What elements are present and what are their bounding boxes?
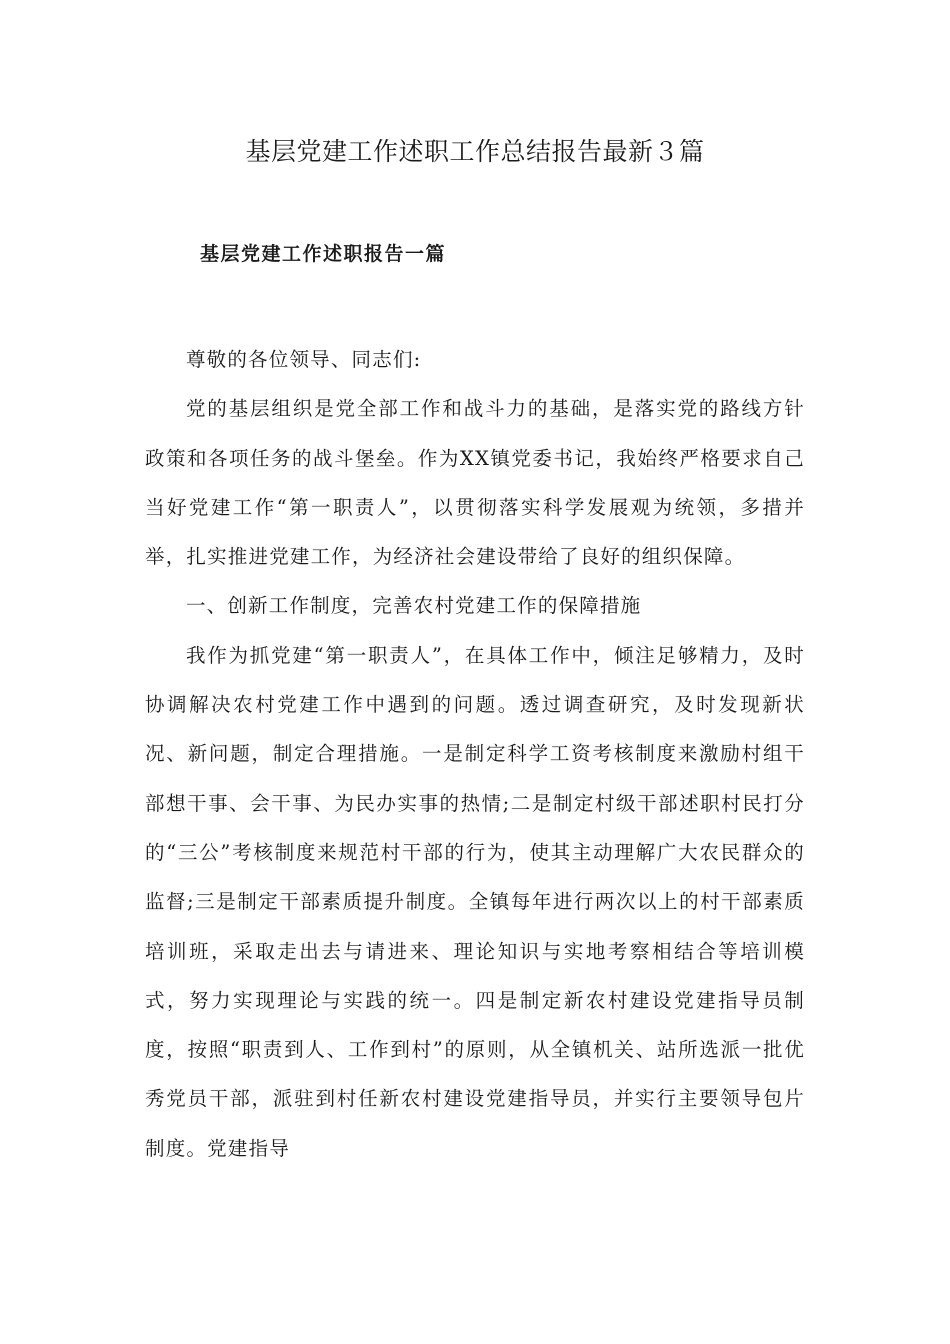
intro-paragraph: 党的基层组织是党全部工作和战斗力的基础，是落实党的路线方针政策和各项任务的战斗堡垒。作为XX镇党委书记，我始终严格要求自己当好党建工作“第一职责人”，以贯彻落实科学发展观为统领，多措并举，扎实推进党建工作，为经济社会建设带给了良好的组织保障。 [145, 397, 805, 569]
section-title: 基层党建工作述职报告一篇 [200, 243, 447, 265]
body-paragraph: 我作为抓党建“第一职责人”，在具体工作中，倾注足够精力，及时协调解决农村党建工作中遇到的问题。透过调查研究，及时发现新状况、新问题，制定合理措施。一是制定科学工资考核制度来激励村组干部想干事、会干事、为民办实事的热情;二是制定村级干部述职村民打分的“三公”考核制度来规范村干部的行为，使其主动理解广大农民群众的监督;三是制定干部素质提升制度。全镇每年进行两次以上的村干部素质培训班，采取走出去与请进来、理论知识与实地考察相结合等培训模式，努力实现理论与实践的统一。四是制定新农村建设党建指导员制度，按照“职责到人、工作到村”的原则，从全镇机关、站所选派一批优秀党员干部，派驻到村任新农村建设党建指导员，并实行主要领导包片制度。党建指导 [145, 643, 805, 1160]
document-body [145, 335, 805, 1173]
subheading-paragraph: 一、创新工作制度，完善农村党建工作的保障措施 [185, 594, 642, 618]
salutation-paragraph: 尊敬的各位领导、同志们: [185, 348, 422, 371]
document-title: 基层党建工作述职工作总结报告最新３篇 [245, 137, 705, 166]
